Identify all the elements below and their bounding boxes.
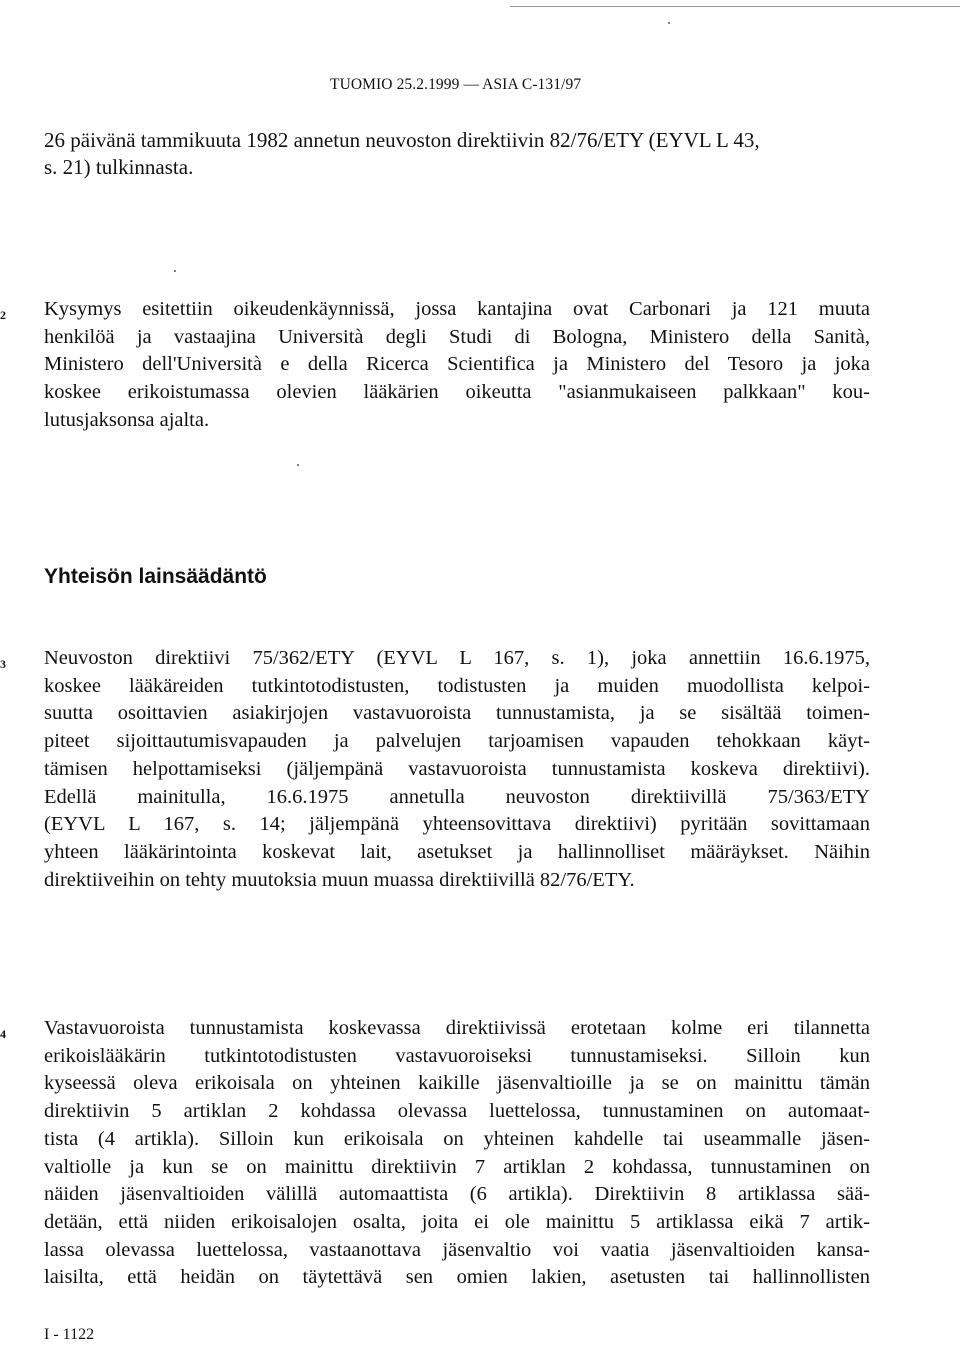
- text-line: suutta osoittavien asiakirjojen vastavuoroista tunnustamista, ja se sisältää toimen-: [44, 702, 870, 725]
- scan-speck: [668, 22, 670, 24]
- paragraph-number: 2: [0, 308, 6, 322]
- scan-speck: [297, 464, 299, 466]
- text-line: laisilta, että heidän on täytettävä sen omien lakien, asetusten tai hallinnollisten: [44, 1266, 870, 1289]
- text-line: (EYVL L 167, s. 14; jäljempänä yhteensovittava direktiivi) pyritään sovittamaan: [44, 813, 870, 836]
- text-line: 26 päivänä tammikuuta 1982 annetun neuvoston direktiivin 82/76/ETY (EYVL L 43,: [44, 128, 760, 152]
- text-line: koskee erikoistumassa olevien lääkärien oikeutta "asianmukaiseen palkkaan" kou-: [44, 381, 870, 404]
- text-line: erikoislääkärin tutkintotodistusten vastavuoroiseksi tunnustamiseksi. Silloin kun: [44, 1044, 870, 1067]
- intro-text: [44, 127, 874, 181]
- paragraph-number: 4: [0, 1027, 6, 1041]
- text-line: direktiivin 5 artiklan 2 kohdassa olevassa luettelossa, tunnustaminen on automaat-: [44, 1100, 870, 1123]
- text-line: Kysymys esitettiin oikeudenkäynnissä, jossa kantajina ovat Carbonari ja 121 muuta: [44, 298, 870, 320]
- text-line: tämisen helpottamiseksi (jäljempänä vastavuoroista tunnustamista koskeva direktiivi).: [44, 757, 870, 780]
- text-line: piteet sijoittautumisvapauden ja palvelujen tarjoamisen vapauden tehokkaan käyt-: [44, 730, 870, 753]
- text-line: detään, että niiden erikoisalojen osalta, joita ei ole mainittu 5 artiklassa eikä 7 artik-: [44, 1210, 870, 1233]
- text-line: Ministero dell'Università e della Ricerca Scientifica ja Ministero del Tesoro ja joka: [44, 353, 870, 376]
- text-line: yhteen lääkärintointa koskevat lait, asetukset ja hallinnolliset määräykset. Näihin: [44, 840, 870, 863]
- text-line: koskee lääkäreiden tutkintotodistusten, todistusten ja muiden muodollista kelpoi-: [44, 674, 870, 697]
- section-heading: Yhteisön lainsäädäntö: [44, 565, 267, 588]
- text-line: Edellä mainitulla, 16.6.1975 annetulla neuvoston direktiivillä 75/363/ETY: [44, 785, 870, 808]
- paragraph-3: [44, 645, 870, 894]
- paragraph-4: [44, 1015, 870, 1292]
- paragraph-number: 3: [0, 657, 6, 671]
- scan-speck: [174, 270, 176, 272]
- text-line: kyseessä oleva erikoisala on yhteinen kaikille jäsenvaltioille ja se on mainittu tämän: [44, 1072, 870, 1095]
- top-rule: [510, 6, 960, 7]
- text-line: tista (4 artikla). Silloin kun erikoisala on yhteinen kahdelle tai useammalle jäsen-: [44, 1127, 870, 1150]
- text-line: Neuvoston direktiivi 75/362/ETY (EYVL L 167, s. 1), joka annettiin 16.6.1975,: [44, 647, 870, 669]
- text-line: Vastavuoroista tunnustamista koskevassa direktiivissä erotetaan kolme eri tilannetta: [44, 1017, 870, 1039]
- paragraph-2: [44, 296, 870, 435]
- text-line: lutusjaksonsa ajalta.: [44, 408, 210, 431]
- text-line: lassa olevassa luettelossa, vastaanottava jäsenvaltio voi vaatia jäsenvaltioiden kansa-: [44, 1238, 870, 1261]
- text-line: valtiolle ja kun se on mainittu direktiivin 7 artiklan 2 kohdassa, tunnustaminen on: [44, 1155, 870, 1178]
- text-line: s. 21) tulkinnasta.: [44, 155, 194, 179]
- text-line: näiden jäsenvaltioiden välillä automaattista (6 artikla). Direktiivin 8 artiklassa sää-: [44, 1183, 870, 1206]
- running-header: TUOMIO 25.2.1999 — ASIA C-131/97: [330, 76, 582, 93]
- page-number: I - 1122: [44, 1326, 95, 1343]
- text-line: henkilöä ja vastaajina Università degli Studi di Bologna, Ministero della Sanità,: [44, 325, 870, 348]
- text-line: direktiiveihin on tehty muutoksia muun muassa direktiivillä 82/76/ETY.: [44, 868, 635, 891]
